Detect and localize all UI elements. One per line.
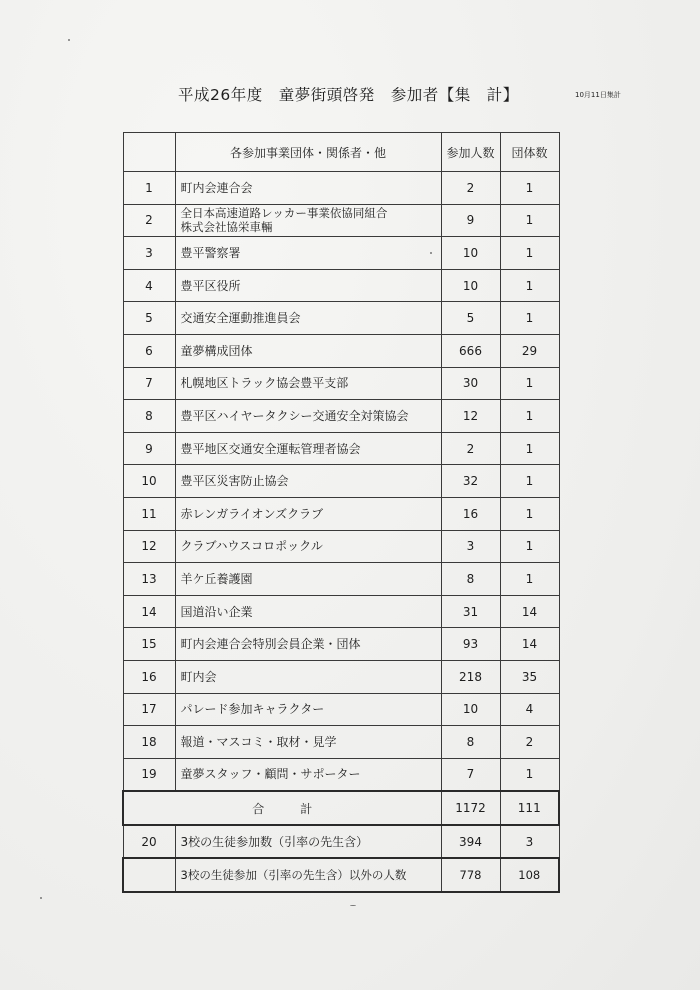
row-participants: 8 bbox=[441, 726, 500, 759]
header-no bbox=[123, 133, 175, 172]
tally-date: 10月11日集計 bbox=[575, 91, 621, 99]
table-row bbox=[123, 758, 559, 791]
row-organization: 豊平区ハイヤータクシー交通安全対策協会 bbox=[175, 400, 441, 433]
table-row bbox=[123, 367, 559, 400]
row-organization: 豊平地区交通安全運転管理者協会 bbox=[175, 432, 441, 465]
row-participants: 10 bbox=[441, 237, 500, 270]
table-row bbox=[123, 204, 559, 237]
row-no: 8 bbox=[123, 400, 175, 433]
row-groups: 29 bbox=[500, 334, 559, 367]
row-no-empty bbox=[123, 858, 175, 892]
row-no: 1 bbox=[123, 172, 175, 205]
row-participants: 32 bbox=[441, 465, 500, 498]
row-organization: 町内会連合会 bbox=[175, 172, 441, 205]
row-organization bbox=[175, 204, 441, 237]
row-groups: 1 bbox=[500, 758, 559, 791]
row-no: 10 bbox=[123, 465, 175, 498]
table-row-students bbox=[123, 825, 559, 859]
row-no: 9 bbox=[123, 432, 175, 465]
scan-speck bbox=[430, 252, 432, 254]
table-row bbox=[123, 465, 559, 498]
table-row bbox=[123, 269, 559, 302]
row-groups: 35 bbox=[500, 660, 559, 693]
row-no: 4 bbox=[123, 269, 175, 302]
table-row bbox=[123, 334, 559, 367]
row-organization-line2: 株式会社協栄車輛 bbox=[180, 220, 273, 235]
total-label: 合計 bbox=[123, 791, 441, 825]
row-organization: 豊平警察署 bbox=[175, 237, 441, 270]
page-title: 平成26年度 童夢街頭啓発 参加者【集 計】 bbox=[178, 86, 519, 104]
row-groups: 1 bbox=[500, 204, 559, 237]
row-organization: 赤レンガライオンズクラブ bbox=[175, 497, 441, 530]
row-participants: 9 bbox=[441, 204, 500, 237]
row-organization: 童夢スタッフ・顧問・サポーター bbox=[175, 758, 441, 791]
row-groups: 1 bbox=[500, 367, 559, 400]
row-no: 11 bbox=[123, 497, 175, 530]
row-organization: 札幌地区トラック協会豊平支部 bbox=[175, 367, 441, 400]
row-groups: 1 bbox=[500, 432, 559, 465]
row-organization: クラブハウスコロポックル bbox=[175, 530, 441, 563]
row-participants: 218 bbox=[441, 660, 500, 693]
row-organization: 童夢構成団体 bbox=[175, 334, 441, 367]
row-groups: 1 bbox=[500, 400, 559, 433]
header-organization: 各参加事業団体・関係者・他 bbox=[175, 133, 441, 172]
row-participants: 8 bbox=[441, 563, 500, 596]
row-organization: 町内会連合会特別会員企業・団体 bbox=[175, 628, 441, 661]
row-participants: 7 bbox=[441, 758, 500, 791]
row-participants: 30 bbox=[441, 367, 500, 400]
row-organization: 羊ケ丘養護園 bbox=[175, 563, 441, 596]
row-no: 19 bbox=[123, 758, 175, 791]
row-participants: 5 bbox=[441, 302, 500, 335]
table-row bbox=[123, 726, 559, 759]
row-participants: 31 bbox=[441, 595, 500, 628]
table-row bbox=[123, 237, 559, 270]
row-participants: 2 bbox=[441, 172, 500, 205]
table-header-row bbox=[123, 133, 559, 172]
row-groups: 14 bbox=[500, 628, 559, 661]
row-groups: 1 bbox=[500, 530, 559, 563]
total-groups: 111 bbox=[500, 791, 559, 825]
row-no: 14 bbox=[123, 595, 175, 628]
row-no: 16 bbox=[123, 660, 175, 693]
row-groups: 4 bbox=[500, 693, 559, 726]
table-row bbox=[123, 595, 559, 628]
row-groups: 1 bbox=[500, 497, 559, 530]
row-no: 12 bbox=[123, 530, 175, 563]
table-row bbox=[123, 628, 559, 661]
row-participants: 10 bbox=[441, 693, 500, 726]
row-no: 7 bbox=[123, 367, 175, 400]
row-participants: 2 bbox=[441, 432, 500, 465]
table-row bbox=[123, 563, 559, 596]
row-participants: 16 bbox=[441, 497, 500, 530]
row-no: 15 bbox=[123, 628, 175, 661]
row-organization: パレード参加キャラクター bbox=[175, 693, 441, 726]
row-no: 18 bbox=[123, 726, 175, 759]
scan-speck bbox=[68, 39, 70, 41]
row-participants: 778 bbox=[441, 858, 500, 892]
table-row bbox=[123, 660, 559, 693]
row-groups: 1 bbox=[500, 302, 559, 335]
scan-speck bbox=[350, 905, 356, 906]
row-organization: 豊平区災害防止協会 bbox=[175, 465, 441, 498]
row-groups: 1 bbox=[500, 465, 559, 498]
header-participants: 参加人数 bbox=[441, 133, 500, 172]
table-row bbox=[123, 400, 559, 433]
row-groups: 1 bbox=[500, 237, 559, 270]
row-organization: 3校の生徒参加（引率の先生含）以外の人数 bbox=[175, 858, 441, 892]
row-no: 6 bbox=[123, 334, 175, 367]
row-groups: 3 bbox=[500, 825, 559, 859]
header-groups: 団体数 bbox=[500, 133, 559, 172]
total-participants: 1172 bbox=[441, 791, 500, 825]
row-groups: 2 bbox=[500, 726, 559, 759]
row-participants: 3 bbox=[441, 530, 500, 563]
row-groups: 1 bbox=[500, 172, 559, 205]
row-participants: 10 bbox=[441, 269, 500, 302]
table-row bbox=[123, 172, 559, 205]
row-organization: 町内会 bbox=[175, 660, 441, 693]
scan-speck bbox=[40, 897, 42, 899]
row-groups: 1 bbox=[500, 269, 559, 302]
row-organization-line1: 全日本高速道路レッカー事業依協同組合 bbox=[180, 206, 388, 221]
row-participants: 93 bbox=[441, 628, 500, 661]
row-no: 2 bbox=[123, 204, 175, 237]
row-no: 13 bbox=[123, 563, 175, 596]
row-no: 17 bbox=[123, 693, 175, 726]
row-no: 20 bbox=[123, 825, 175, 859]
table-row-others bbox=[123, 858, 559, 892]
table-row bbox=[123, 432, 559, 465]
row-groups: 108 bbox=[500, 858, 559, 892]
row-organization: 豊平区役所 bbox=[175, 269, 441, 302]
participants-table bbox=[122, 132, 560, 893]
row-organization: 交通安全運動推進員会 bbox=[175, 302, 441, 335]
row-no: 5 bbox=[123, 302, 175, 335]
row-participants: 394 bbox=[441, 825, 500, 859]
row-organization: 報道・マスコミ・取材・見学 bbox=[175, 726, 441, 759]
row-organization: 3校の生徒参加数（引率の先生含） bbox=[175, 825, 441, 859]
table-row bbox=[123, 693, 559, 726]
row-groups: 14 bbox=[500, 595, 559, 628]
total-row bbox=[123, 791, 559, 825]
table-row bbox=[123, 530, 559, 563]
row-groups: 1 bbox=[500, 563, 559, 596]
row-participants: 666 bbox=[441, 334, 500, 367]
row-participants: 12 bbox=[441, 400, 500, 433]
row-no: 3 bbox=[123, 237, 175, 270]
table-row bbox=[123, 497, 559, 530]
table-row bbox=[123, 302, 559, 335]
row-organization: 国道沿い企業 bbox=[175, 595, 441, 628]
